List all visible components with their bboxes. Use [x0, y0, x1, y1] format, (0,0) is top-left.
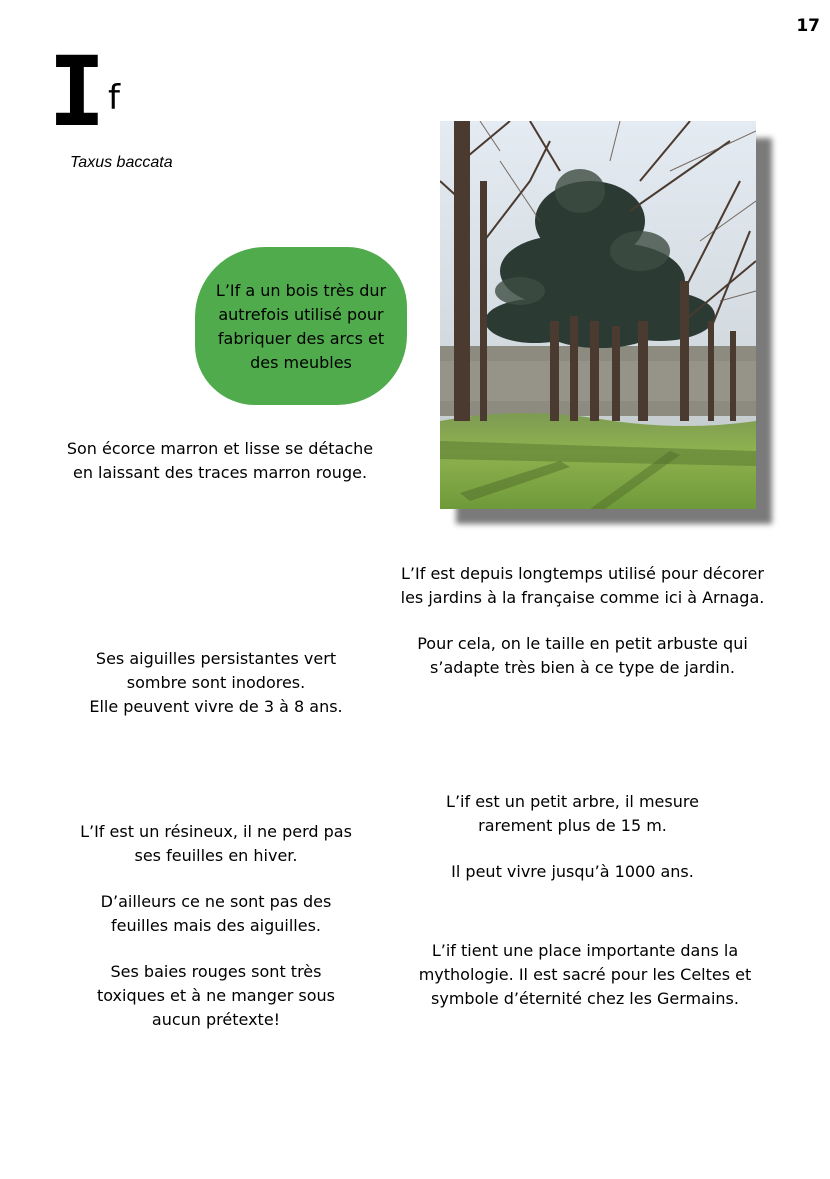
pruning-paragraph: Pour cela, on le taille en petit arbuste qui s’adapte très bien à ce type de jardin. — [417, 634, 748, 677]
latin-name: Taxus baccata — [70, 154, 173, 171]
size-text — [400, 790, 745, 884]
page-number: 17 — [796, 16, 820, 36]
gardens-paragraph: L’If est depuis longtemps utilisé pour décorer les jardins à la française comme ici à Arnaga. — [400, 564, 765, 607]
bark-text — [60, 437, 380, 485]
fact-bubble — [195, 247, 407, 405]
needles-paragraph-2: Elle peuvent vivre de 3 à 8 ans. — [89, 697, 343, 716]
resinous-text — [56, 820, 376, 1032]
title-initial: I — [48, 36, 104, 148]
needles-text — [56, 647, 376, 719]
size-paragraph: L’if est un petit arbre, il mesure rarement plus de 15 m. — [446, 792, 699, 835]
age-paragraph: Il peut vivre jusqu’à 1000 ans. — [451, 862, 694, 881]
fact-bubble-text: L’If a un bois très dur autrefois utilisé pour fabriquer des arcs et des meubles — [215, 281, 387, 372]
gardens-text — [400, 562, 765, 680]
resinous-paragraph: L’If est un résineux, il ne perd pas ses feuilles en hiver. — [80, 822, 352, 865]
berries-paragraph: Ses baies rouges sont très toxiques et à ne manger sous aucun prétexte! — [96, 962, 335, 1029]
mythology-text — [405, 939, 765, 1011]
title-rest: f — [108, 78, 120, 118]
mythology-paragraph: L’if tient une place importante dans la mythologie. Il est sacré pour les Celtes et symbole d’éternité chez les Germains. — [418, 941, 752, 1008]
leaves-paragraph: D’ailleurs ce ne sont pas des feuilles mais des aiguilles. — [100, 892, 332, 935]
tree-photo — [440, 121, 756, 509]
needles-paragraph-1: Ses aiguilles persistantes vert sombre sont inodores. — [95, 649, 337, 692]
tree-photo-image — [440, 121, 756, 509]
bark-paragraph: Son écorce marron et lisse se détache en laissant des traces marron rouge. — [66, 439, 374, 482]
